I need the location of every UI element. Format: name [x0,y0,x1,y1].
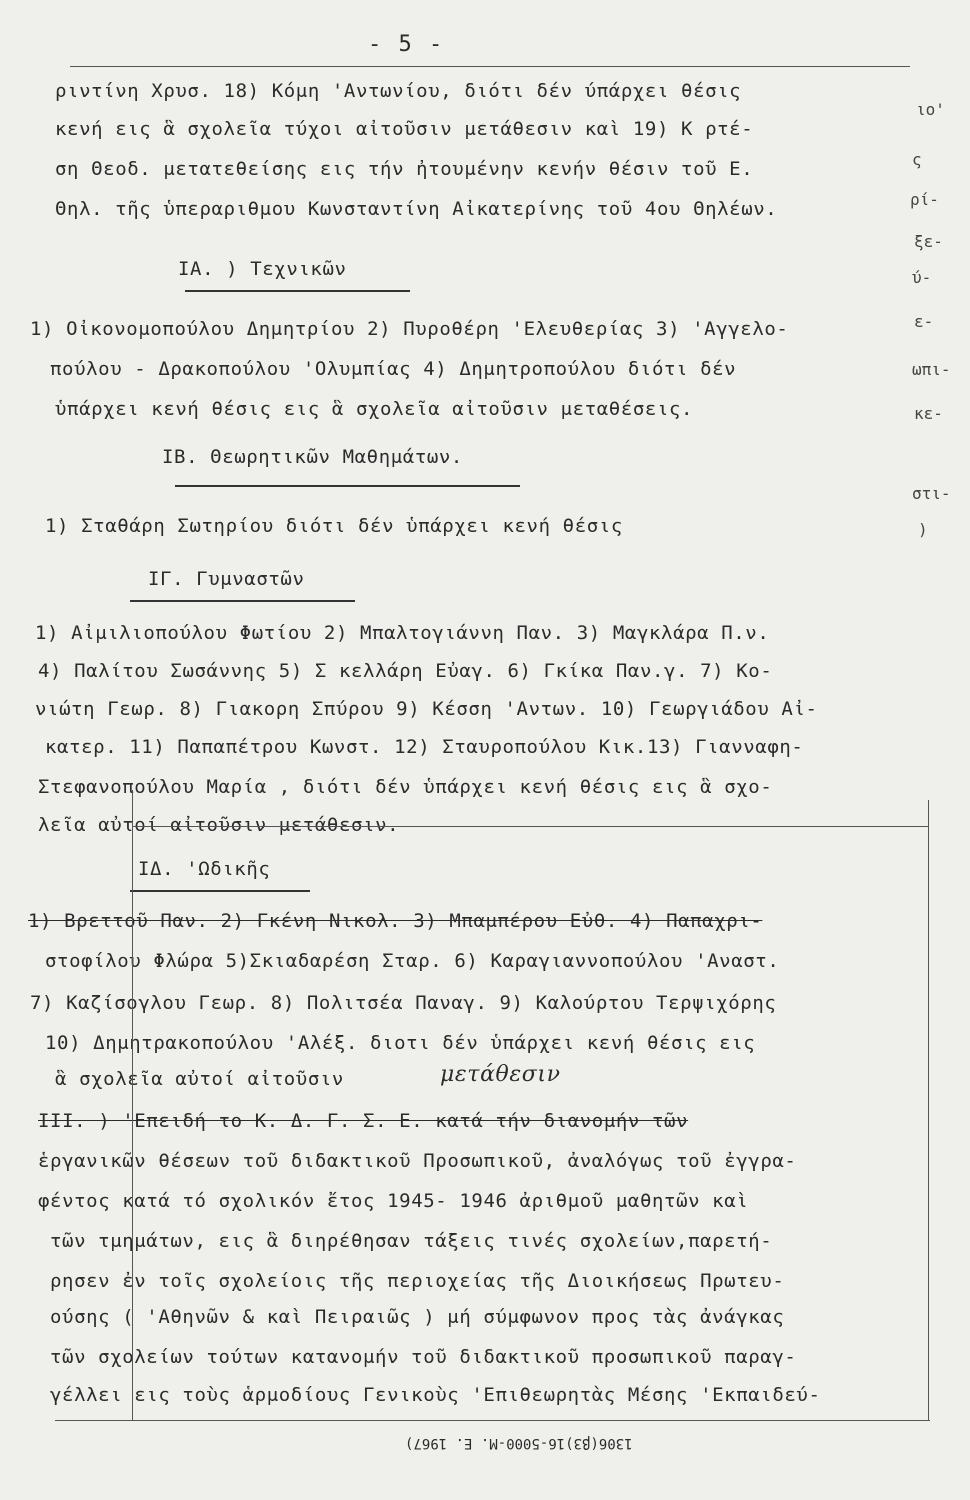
text-line: 1) Οἰκονομοπούλου Δημητρίου 2) Πυροθέρη 'Ελευθερίας 3) 'Αγγελο- [30,318,789,340]
text-line: τῶν τμημάτων, εις ἃ διηρέθησαν τάξεις τινές σχολείων,παρετή- [50,1230,773,1252]
heading-underline [185,290,410,292]
text-line: 1) Σταθάρη Σωτηρίου διότι δέν ὑπάρχει κενή θέσις [45,515,623,537]
text-line: ριντίνη Χρυσ. 18) Κόμη 'Αντωνίου, διότι δέν ύπάρχει θέσις [55,80,742,102]
right-margin-line [928,800,929,1420]
section-heading-technical: ΙΑ. ) Τεχνικῶν [178,258,347,280]
text-line: ση Θεοδ. μετατεθείσης εις τήν ἠτουμένην κενήν θέσιν τοῦ Ε. [55,158,754,180]
box-top-line [132,826,928,827]
margin-note: ς [912,150,922,169]
text-line: φέντος κατά τό σχολικόν ἔτος 1945- 1946 ἀριθμοῦ μαθητῶν καὶ [38,1190,749,1212]
text-line: κατερ. 11) Παπαπέτρου Κωνστ. 12) Σταυροπούλου Κικ.13) Γιανναφη- [45,736,804,758]
margin-note: στι- [912,484,951,503]
text-line: πούλου - Δρακοπούλου 'Ολυμπίας 4) Δημητροπούλου διότι δέν [50,358,737,380]
section-heading-theoretical: ΙΒ. Θεωρητικῶν Μαθημάτων. [162,446,463,468]
margin-note: ) [918,520,928,539]
heading-underline [175,485,520,487]
text-line: 7) Καζίσογλου Γεωρ. 8) Πολιτσέα Παναγ. 9) Καλούρτου Τερψιχόρης [30,992,777,1014]
text-line: 1) Αἰμιλιοπούλου Φωτίου 2) Μπαλτογιάννη Παν. 3) Μαγκλάρα Π.ν. [35,622,770,644]
page-number: - 5 - [368,32,445,57]
handwritten-insert: μετάθεσιν [440,1062,561,1087]
text-line: λεῖα αὐτοί αἰτοῦσιν μετάθεσιν. [38,814,400,836]
section-heading-gymnastics: ΙΓ. Γυμναστῶν [148,568,305,590]
margin-note: ύ- [912,268,932,287]
margin-note: ρί- [910,190,939,209]
section-heading-music: ΙΔ. 'Ωδικῆς [138,858,271,880]
text-line: 4) Παλίτου Σωσάννης 5) Σ κελλάρη Εὐαγ. 6) Γκίκα Παν.γ. 7) Κο- [38,660,773,682]
text-line: γέλλει εις τοὺς ἁρμοδίους Γενικοὺς 'Επιθεωρητὰς Μέσης 'Εκπαιδεύ- [50,1384,821,1406]
heading-underline [130,890,310,892]
text-line: κενή εις ἃ σχολεῖα τύχοι αἰτοῦσιν μετάθεσιν καὶ 19) Κ ρτέ- [55,118,754,140]
text-line: 10) Δημητρακοπούλου 'Αλέξ. διοτι δέν ὑπάρχει κενή θέσις εις [45,1032,756,1054]
text-line: III. ) 'Επειδή το Κ. Δ. Γ. Σ. Ε. κατά τήν διανομήν τῶν [38,1110,689,1132]
margin-note: ωπι- [912,360,951,379]
top-rule [70,66,910,67]
text-line: 1) Βρεττοῦ Παν. 2) Γκένη Νικολ. 3) Μπαμπέρου Εὐθ. 4) Παπαχρι- [28,910,763,932]
text-line: Στεφανοπούλου Μαρία , διότι δέν ὑπάρχει κενή θέσις εις ἃ σχο- [38,776,773,798]
text-line: νιώτη Γεωρ. 8) Γιακορη Σπύρου 9) Κέσση 'Αντων. 10) Γεωργιάδου Αἰ- [35,698,818,720]
printer-stamp: 1306(β3)16-5000-Μ. Ε. 1967) [405,1435,633,1451]
left-margin-line [132,790,133,1420]
text-line: ρησεν ἐν τοῖς σχολείοις τῆς περιοχείας τῆς Διοικήσεως Πρωτευ- [50,1270,785,1292]
margin-note: κε- [914,404,943,423]
text-line: ἃ σχολεῖα αὐτοί αἰτοῦσιν [55,1068,344,1090]
text-line: στοφίλου Φλώρα 5)Σκιαδαρέση Σταρ. 6) Καραγιαννοπούλου 'Αναστ. [45,950,780,972]
text-line: τῶν σχολείων τούτων κατανομήν τοῦ διδακτικοῦ προσωπικοῦ παραγ- [50,1346,797,1368]
text-line: Θηλ. τῆς ὑπεραριθμου Κωνσταντίνη Αἰκατερίνης τοῦ 4ου Θηλέων. [55,198,778,220]
text-line: ούσης ( 'Αθηνῶν & καὶ Πειραιῶς ) μή σύμφωνον προς τὰς ἀνάγκας [50,1306,785,1328]
heading-underline [130,600,355,602]
bottom-rule [55,1420,930,1421]
margin-note: ιο' [916,100,945,119]
margin-note: ε- [914,312,934,331]
margin-note: ξε- [914,232,943,251]
text-line: ἑργανικῶν θέσεων τοῦ διδακτικοῦ Προσωπικοῦ, ἀναλόγως τοῦ ἐγγρα- [38,1150,797,1172]
text-line: ὑπάρχει κενή θέσις εις ἃ σχολεῖα αἰτοῦσιν μεταθέσεις. [55,398,694,420]
